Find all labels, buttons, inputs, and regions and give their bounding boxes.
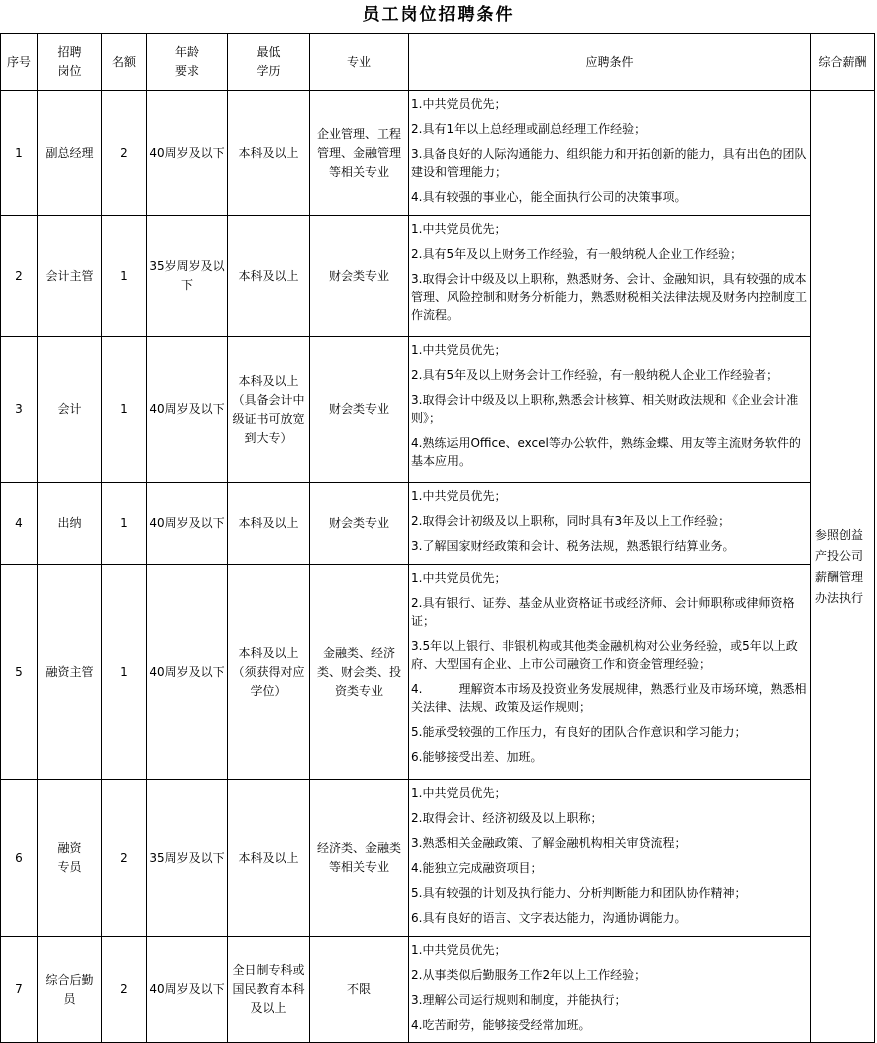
requirement-item: 1.中共党员优先； (411, 343, 507, 357)
cell-age: 40周岁及以下 (147, 483, 228, 565)
requirement-item: 2.具有5年及以上财务工作经验，有一般纳税人企业工作经验； (411, 247, 743, 261)
cell-requirements (409, 216, 811, 337)
cell-seq: 7 (1, 937, 38, 1043)
requirement-item: 2.具有5年及以上财务会计工作经验，有一般纳税人企业工作经验者； (411, 368, 779, 382)
cell-major: 企业管理、工程管理、金融管理等相关专业 (310, 91, 409, 216)
table-header-row (1, 34, 875, 91)
cell-position: 会计主管 (38, 216, 102, 337)
cell-requirements (409, 91, 811, 216)
cell-seq: 5 (1, 565, 38, 780)
cell-requirements (409, 780, 811, 937)
cell-requirements (409, 565, 811, 780)
cell-age: 35岁周岁及以下 (147, 216, 228, 337)
requirement-item: 2.取得会计、经济初级及以上职称； (411, 811, 603, 825)
cell-quota: 2 (102, 937, 147, 1043)
header-position-line1: 招聘 (57, 45, 82, 59)
cell-major: 财会类专业 (310, 337, 409, 483)
table-row (1, 216, 875, 337)
requirement-item: 4.具有较强的事业心，能全面执行公司的决策事项。 (411, 190, 687, 204)
cell-age: 40周岁及以下 (147, 337, 228, 483)
header-seq: 序号 (1, 34, 38, 91)
requirement-item: 4.熟练运用Office、excel等办公软件，熟练金蝶、用友等主流财务软件的基本应用。 (411, 436, 801, 468)
header-requirements: 应聘条件 (409, 34, 811, 91)
requirement-item: 6.具有良好的语言、文字表达能力，沟通协调能力。 (411, 911, 687, 925)
cell-age: 40周岁及以下 (147, 565, 228, 780)
requirement-item: 1.中共党员优先； (411, 222, 507, 236)
requirement-item: 2.取得会计初级及以上职称，同时具有3年及以上工作经验； (411, 514, 731, 528)
cell-age: 40周岁及以下 (147, 937, 228, 1043)
cell-position-line1: 融资 (57, 841, 82, 855)
header-education-line1: 最低 (256, 45, 281, 59)
cell-major: 经济类、金融类等相关专业 (310, 780, 409, 937)
cell-position-line2: 专员 (57, 860, 82, 874)
table-row (1, 565, 875, 780)
cell-major: 财会类专业 (310, 483, 409, 565)
header-age-line2: 要求 (174, 64, 199, 78)
requirement-item: 3.熟悉相关金融政策、了解金融机构相关审贷流程； (411, 836, 687, 850)
cell-education: 本科及以上（须获得对应学位） (228, 565, 310, 780)
cell-education: 本科及以上 (228, 780, 310, 937)
requirement-item: 3.了解国家财经政策和会计、税务法规，熟悉银行结算业务。 (411, 539, 735, 553)
cell-seq: 3 (1, 337, 38, 483)
cell-position: 会计 (38, 337, 102, 483)
cell-seq: 4 (1, 483, 38, 565)
cell-major: 不限 (310, 937, 409, 1043)
requirement-item: 1.中共党员优先； (411, 97, 507, 111)
requirement-item: 4.能独立完成融资项目； (411, 861, 543, 875)
requirement-item: 2.具有银行、证券、基金从业资格证书或经济师、会计师职称或律师资格证； (411, 596, 795, 628)
cell-seq: 1 (1, 91, 38, 216)
cell-quota: 1 (102, 337, 147, 483)
cell-quota: 1 (102, 565, 147, 780)
requirement-item: 1.中共党员优先； (411, 571, 507, 585)
header-quota: 名额 (102, 34, 147, 91)
cell-requirements (409, 937, 811, 1043)
cell-education: 本科及以上 (228, 91, 310, 216)
cell-major: 财会类专业 (310, 216, 409, 337)
requirement-item: 3.5年以上银行、非银机构或其他类金融机构对公业务经验，或5年以上政府、大型国有企业、上市公司融资工作和资金管理经验； (411, 639, 798, 671)
cell-salary: 参照创益产投公司薪酬管理办法执行 (811, 91, 875, 1043)
cell-education: 本科及以上 (228, 216, 310, 337)
header-position-line2: 岗位 (57, 64, 82, 78)
table-row (1, 780, 875, 937)
requirement-item: 6.能够接受出差、加班。 (411, 750, 543, 764)
header-major: 专业 (310, 34, 409, 91)
requirement-item: 3.取得会计中级及以上职称，熟悉财务、会计、金融知识，具有较强的成本管理、风险控制和财务分析能力，熟悉财税相关法律法规及财务内控制度工作流程。 (411, 272, 808, 322)
header-age-line1: 年龄 (174, 45, 199, 59)
page-title: 员工岗位招聘条件 (362, 5, 515, 25)
cell-age: 35周岁及以下 (147, 780, 228, 937)
requirement-item: 5.具有较强的计划及执行能力、分析判断能力和团队协作精神； (411, 886, 747, 900)
cell-quota: 1 (102, 483, 147, 565)
requirement-item: 1.中共党员优先； (411, 943, 507, 957)
table-row (1, 483, 875, 565)
cell-position: 融资主管 (38, 565, 102, 780)
requirement-item: 3.理解公司运行规则和制度，并能执行； (411, 993, 627, 1007)
header-position (38, 34, 102, 91)
table-row (1, 937, 875, 1043)
cell-education: 本科及以上 (228, 483, 310, 565)
header-education-line2: 学历 (256, 64, 281, 78)
header-salary: 综合薪酬 (811, 34, 875, 91)
cell-position (38, 780, 102, 937)
requirement-item: 1.中共党员优先； (411, 489, 507, 503)
cell-position: 副总经理 (38, 91, 102, 216)
header-age (147, 34, 228, 91)
cell-quota: 1 (102, 216, 147, 337)
cell-requirements (409, 483, 811, 565)
recruitment-table (0, 33, 875, 1043)
cell-position: 综合后勤员 (38, 937, 102, 1043)
cell-education: 本科及以上（具备会计中级证书可放宽到大专） (228, 337, 310, 483)
cell-seq: 2 (1, 216, 38, 337)
cell-major: 金融类、经济类、财会类、投资类专业 (310, 565, 409, 780)
cell-quota: 2 (102, 780, 147, 937)
cell-seq: 6 (1, 780, 38, 937)
cell-age: 40周岁及以下 (147, 91, 228, 216)
requirement-item: 2.具有1年以上总经理或副总经理工作经验； (411, 122, 647, 136)
cell-quota: 2 (102, 91, 147, 216)
table-row (1, 91, 875, 216)
cell-requirements (409, 337, 811, 483)
table-row (1, 337, 875, 483)
cell-position: 出纳 (38, 483, 102, 565)
header-education (228, 34, 310, 91)
requirement-item: 4. 理解资本市场及投资业务发展规律，熟悉行业及市场环境，熟悉相关法律、法规、政策及运作规则； (411, 682, 807, 714)
requirement-item: 1.中共党员优先； (411, 786, 507, 800)
requirement-item: 5.能承受较强的工作压力，有良好的团队合作意识和学习能力； (411, 725, 747, 739)
requirement-item: 2.从事类似后勤服务工作2年以上工作经验； (411, 968, 647, 982)
cell-education: 全日制专科或国民教育本科及以上 (228, 937, 310, 1043)
requirement-item: 3.具备良好的人际沟通能力、组织能力和开拓创新的能力，具有出色的团队建设和管理能力； (411, 147, 807, 179)
requirement-item: 3.取得会计中级及以上职称,熟悉会计核算、相关财政法规和《企业会计准则》； (411, 393, 799, 425)
requirement-item: 4.吃苦耐劳，能够接受经常加班。 (411, 1018, 591, 1032)
